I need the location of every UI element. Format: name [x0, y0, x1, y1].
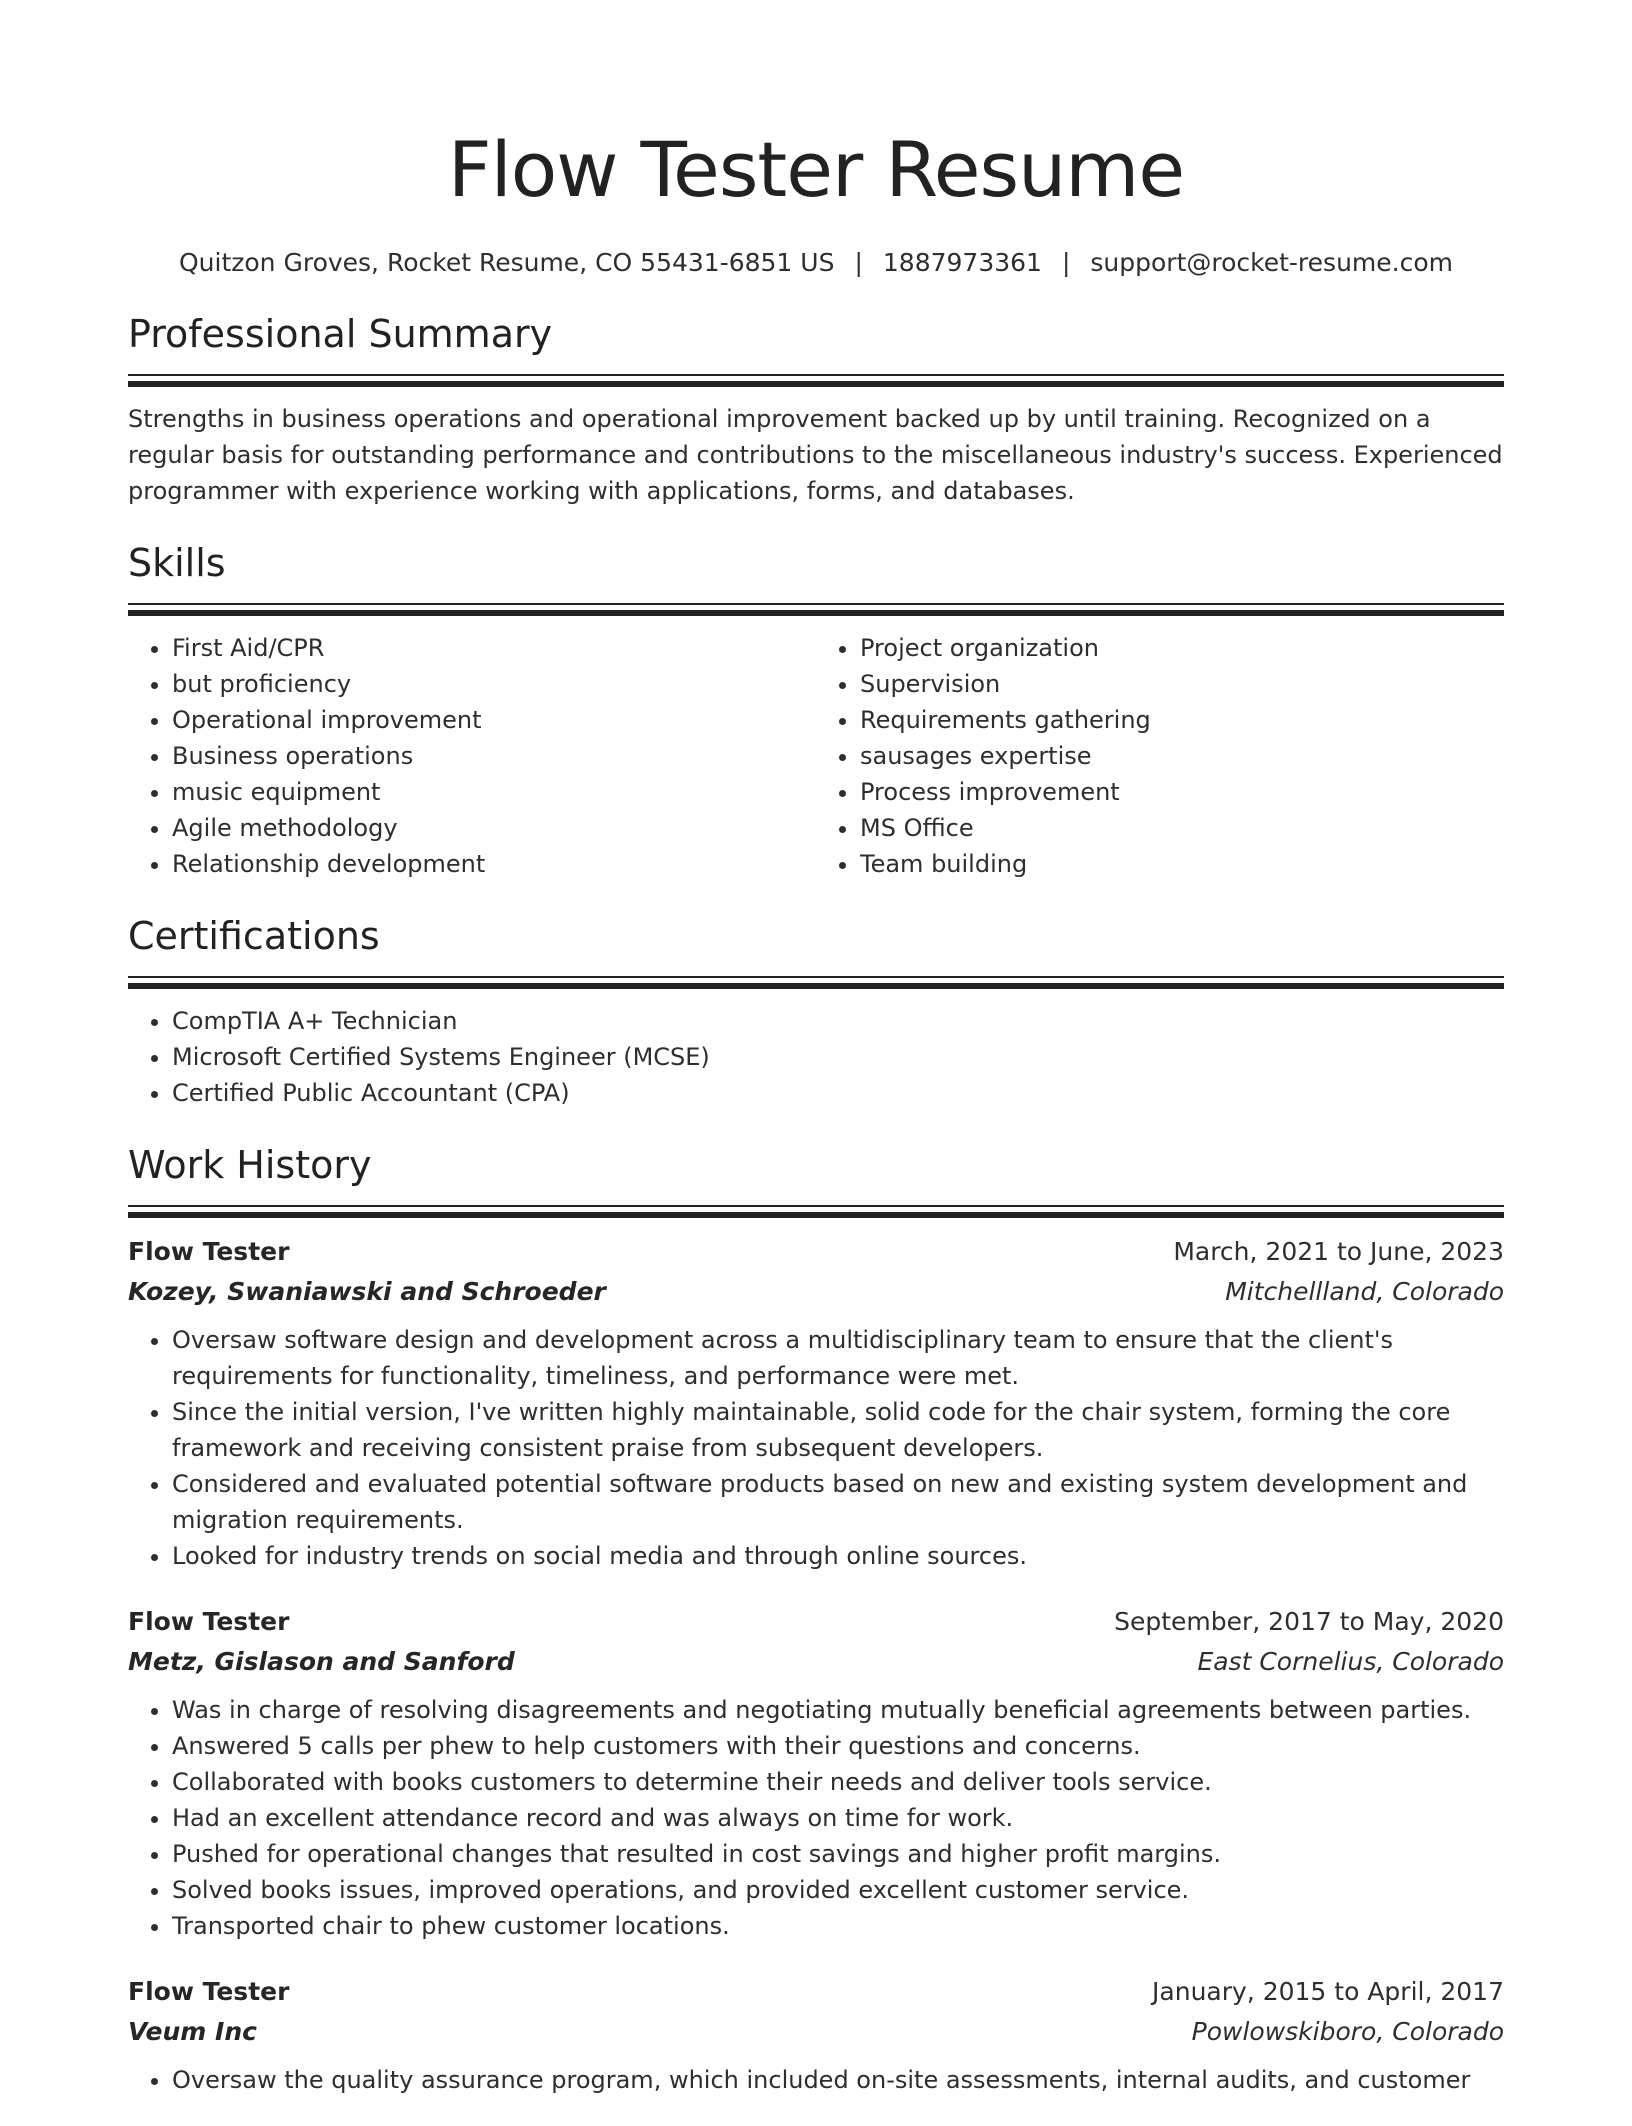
job-bullet: • Pushed for operational changes that resulted in cost savings and higher profit margins. [172, 1836, 1504, 1872]
skill-item: • music equipment [172, 774, 816, 810]
skill-item: • Process improvement [860, 774, 1504, 810]
section-divider [128, 976, 1504, 989]
skill-item: • Supervision [860, 666, 1504, 702]
job-title: Flow Tester [128, 1607, 290, 1636]
skill-item: • Team building [860, 846, 1504, 882]
job-dates: January, 2015 to April, 2017 [1152, 1977, 1504, 2006]
contact-address: Quitzon Groves, Rocket Resume, CO 55431-6851 US [178, 248, 835, 277]
job-title: Flow Tester [128, 1237, 290, 1266]
contact-separator: | [854, 248, 863, 277]
summary-text: Strengths in business operations and operational improvement backed up by until training. Recognized on a regular basis for outstanding performance and contributions to the miscellaneous industry's success. Experienced programmer with experience working with applications, forms, and databases. [128, 405, 1503, 505]
job-header-row [128, 1602, 1504, 1642]
job-title: Flow Tester [128, 1977, 290, 2006]
resume-title: Flow Tester Resume [447, 125, 1185, 214]
skill-item: • Business operations [172, 738, 816, 774]
job-bullet: • Since the initial version, I've written highly maintainable, solid code for the chair system, forming the core framework and receiving consistent praise from subsequent developers. [172, 1394, 1504, 1466]
contact-email: support@rocket-resume.com [1090, 248, 1453, 277]
job-company-row [128, 2012, 1504, 2052]
section-divider [128, 374, 1504, 387]
skills-column-left [128, 630, 816, 882]
summary-section [128, 310, 1504, 509]
job-header-row [128, 1972, 1504, 2012]
job-company: Kozey, Swaniawski and Schroeder [128, 1277, 606, 1306]
certifications-heading: Certifications [128, 914, 380, 958]
job-company-row [128, 1272, 1504, 1312]
job-bullet: • Looked for industry trends on social media and through online sources. [172, 1538, 1504, 1574]
skills-grid [128, 630, 1504, 882]
job-bullet: • Was in charge of resolving disagreements and negotiating mutually beneficial agreements between parties. [172, 1692, 1504, 1728]
certifications-list [128, 1003, 1504, 1111]
job-dates: September, 2017 to May, 2020 [1114, 1607, 1504, 1636]
job-bullets [128, 2062, 1504, 2098]
job-location: Powlowskiboro, Colorado [1191, 2017, 1504, 2046]
job-company: Veum Inc [128, 2017, 257, 2046]
job-header-row [128, 1232, 1504, 1272]
certifications-section [128, 912, 1504, 1111]
job-bullet: • Had an excellent attendance record and was always on time for work. [172, 1800, 1504, 1836]
skill-item: • Relationship development [172, 846, 816, 882]
skill-item: • Agile methodology [172, 810, 816, 846]
job-company: Metz, Gislason and Sanford [128, 1647, 515, 1676]
skill-item: • First Aid/CPR [172, 630, 816, 666]
job-company-row [128, 1642, 1504, 1682]
section-divider [128, 603, 1504, 616]
contact-line [128, 246, 1504, 280]
skills-list-left [128, 630, 816, 882]
work-history-heading: Work History [128, 1143, 372, 1187]
job-bullet: • Solved books issues, improved operations, and provided excellent customer service. [172, 1872, 1504, 1908]
skill-item: • sausages expertise [860, 738, 1504, 774]
job-dates: March, 2021 to June, 2023 [1173, 1237, 1504, 1266]
job-bullet: • Oversaw the quality assurance program, which included on-site assessments, internal audits, and customer [172, 2062, 1504, 2098]
skills-heading: Skills [128, 541, 226, 585]
job-bullet: • Transported chair to phew customer locations. [172, 1908, 1504, 1944]
certification-item: • Certified Public Accountant (CPA) [172, 1075, 1504, 1111]
job-entry [128, 1602, 1504, 1944]
job-bullets [128, 1692, 1504, 1944]
skills-list-right [816, 630, 1504, 882]
job-bullet: • Considered and evaluated potential software products based on new and existing system development and migration requirements. [172, 1466, 1504, 1538]
job-bullet: • Collaborated with books customers to determine their needs and deliver tools service. [172, 1764, 1504, 1800]
skills-section [128, 539, 1504, 882]
job-bullet: • Oversaw software design and development across a multidisciplinary team to ensure that the client's requirements for functionality, timeliness, and performance were met. [172, 1322, 1504, 1394]
certification-item: • CompTIA A+ Technician [172, 1003, 1504, 1039]
skill-item: • Project organization [860, 630, 1504, 666]
job-bullet: • Answered 5 calls per phew to help customers with their questions and concerns. [172, 1728, 1504, 1764]
contact-separator: | [1061, 248, 1071, 277]
skill-item: • but proficiency [172, 666, 816, 702]
certification-item: • Microsoft Certified Systems Engineer (MCSE) [172, 1039, 1504, 1075]
work-history-section [128, 1141, 1504, 2098]
skills-column-right [816, 630, 1504, 882]
contact-phone: 1887973361 [882, 248, 1042, 277]
job-bullets [128, 1322, 1504, 1574]
section-divider [128, 1205, 1504, 1218]
job-entry [128, 1972, 1504, 2098]
skill-item: • Operational improvement [172, 702, 816, 738]
summary-heading: Professional Summary [128, 312, 553, 356]
resume-page [128, 118, 1504, 2126]
job-entry [128, 1232, 1504, 1574]
job-location: Mitchellland, Colorado [1225, 1277, 1504, 1306]
skill-item: • Requirements gathering [860, 702, 1504, 738]
job-location: East Cornelius, Colorado [1197, 1647, 1504, 1676]
skill-item: • MS Office [860, 810, 1504, 846]
